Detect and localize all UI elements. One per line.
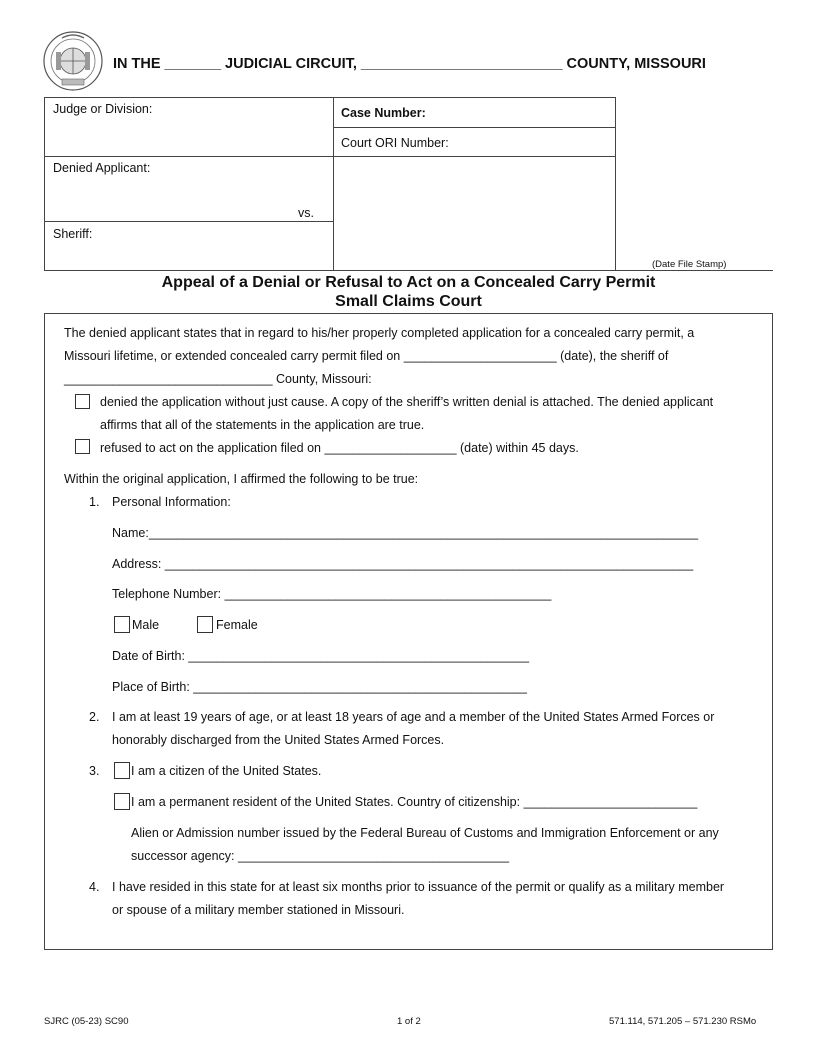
court-ori-cell[interactable]	[334, 128, 616, 157]
date-of-birth-field[interactable]: Date of Birth: _________________________________________________	[112, 649, 530, 663]
option-denied-line-1: denied the application without just cause. A copy of the sheriff’s written denial is attached. The denied applicant	[100, 395, 714, 409]
refused-checkbox[interactable]	[75, 439, 90, 454]
item-2-line-1: I am at least 19 years of age, or at least 18 years of age and a member of the United States Armed Forces or	[112, 710, 715, 724]
item-1-label: Personal Information:	[112, 495, 231, 509]
court-header: IN THE _______ JUDICIAL CIRCUIT, _________________________ COUNTY, MISSOURI	[113, 56, 706, 72]
item-1-number: 1.	[89, 495, 100, 509]
sheriff-label: Sheriff:	[53, 227, 93, 241]
sheriff-cell[interactable]	[45, 222, 334, 270]
denied-applicant-cell[interactable]	[45, 157, 334, 222]
case-number-label: Case Number:	[341, 106, 426, 120]
item-2-number: 2.	[89, 710, 100, 724]
item-3-alien-line-1: Alien or Admission number issued by the Federal Bureau of Customs and Immigration Enforcement or any	[131, 826, 719, 840]
item-3-citizen: I am a citizen of the United States.	[131, 764, 322, 778]
item-4-line-1: I have resided in this state for at least six months prior to issuance of the permit or qualify as a military member	[112, 880, 725, 894]
permanent-resident-checkbox[interactable]	[114, 793, 130, 810]
caption-parties	[45, 98, 334, 270]
item-3-resident: I am a permanent resident of the United States. Country of citizenship: _________________________	[131, 795, 698, 809]
denied-checkbox[interactable]	[75, 394, 90, 409]
form-title-line1: Appeal of a Denial or Refusal to Act on a Concealed Carry Permit	[161, 274, 656, 291]
telephone-field[interactable]: Telephone Number: _______________________________________________	[112, 587, 552, 601]
citizen-checkbox[interactable]	[114, 762, 130, 779]
option-denied-line-2: affirms that all of the statements in the application are true.	[100, 418, 425, 432]
date-file-stamp-label: (Date File Stamp)	[652, 259, 727, 270]
case-caption-box	[44, 97, 616, 271]
file-stamp-divider	[616, 270, 773, 271]
affirmed-intro: Within the original application, I affirmed the following to be true:	[64, 472, 419, 486]
intro-line-1: The denied applicant states that in regard to his/her properly completed application for a concealed carry permit, a	[64, 326, 695, 340]
missouri-seal-icon	[42, 30, 104, 92]
court-ori-label: Court ORI Number:	[341, 136, 449, 150]
intro-line-2: Missouri lifetime, or extended concealed carry permit filed on ______________________ (date), the sheriff of	[64, 349, 669, 363]
footer-statute: 571.114, 571.205 – 571.230 RSMo	[609, 1016, 757, 1027]
appeal-body-box	[44, 313, 773, 950]
intro-line-3: ______________________________ County, Missouri:	[64, 372, 372, 386]
item-3-number: 3.	[89, 764, 100, 778]
case-number-cell[interactable]	[334, 98, 616, 128]
female-checkbox[interactable]	[197, 616, 213, 633]
vs-label: vs.	[298, 206, 314, 220]
judge-division-label: Judge or Division:	[53, 102, 153, 116]
form-title-line2: Small Claims Court	[335, 293, 482, 310]
denied-applicant-label: Denied Applicant:	[53, 161, 151, 175]
address-field[interactable]: Address: ____________________________________________________________________________	[112, 557, 694, 571]
form-title	[44, 273, 773, 311]
female-label: Female	[216, 618, 258, 632]
item-4-line-2: or spouse of a military member stationed in Missouri.	[112, 903, 405, 917]
place-of-birth-field[interactable]: Place of Birth: ________________________________________________	[112, 680, 527, 694]
footer-page-number: 1 of 2	[397, 1016, 421, 1027]
male-checkbox[interactable]	[114, 616, 130, 633]
footer-form-id: SJRC (05-23) SC90	[44, 1016, 129, 1027]
option-refused-line: refused to act on the application filed on ___________________ (date) within 45 days.	[100, 441, 579, 455]
judge-division-cell[interactable]	[45, 98, 334, 157]
male-label: Male	[132, 618, 160, 632]
item-3-alien-line-2[interactable]: successor agency: _______________________________________	[131, 849, 510, 863]
item-2-line-2: honorably discharged from the United States Armed Forces.	[112, 733, 445, 747]
name-field[interactable]: Name:_______________________________________________________________________________	[112, 526, 699, 540]
item-4-number: 4.	[89, 880, 100, 894]
